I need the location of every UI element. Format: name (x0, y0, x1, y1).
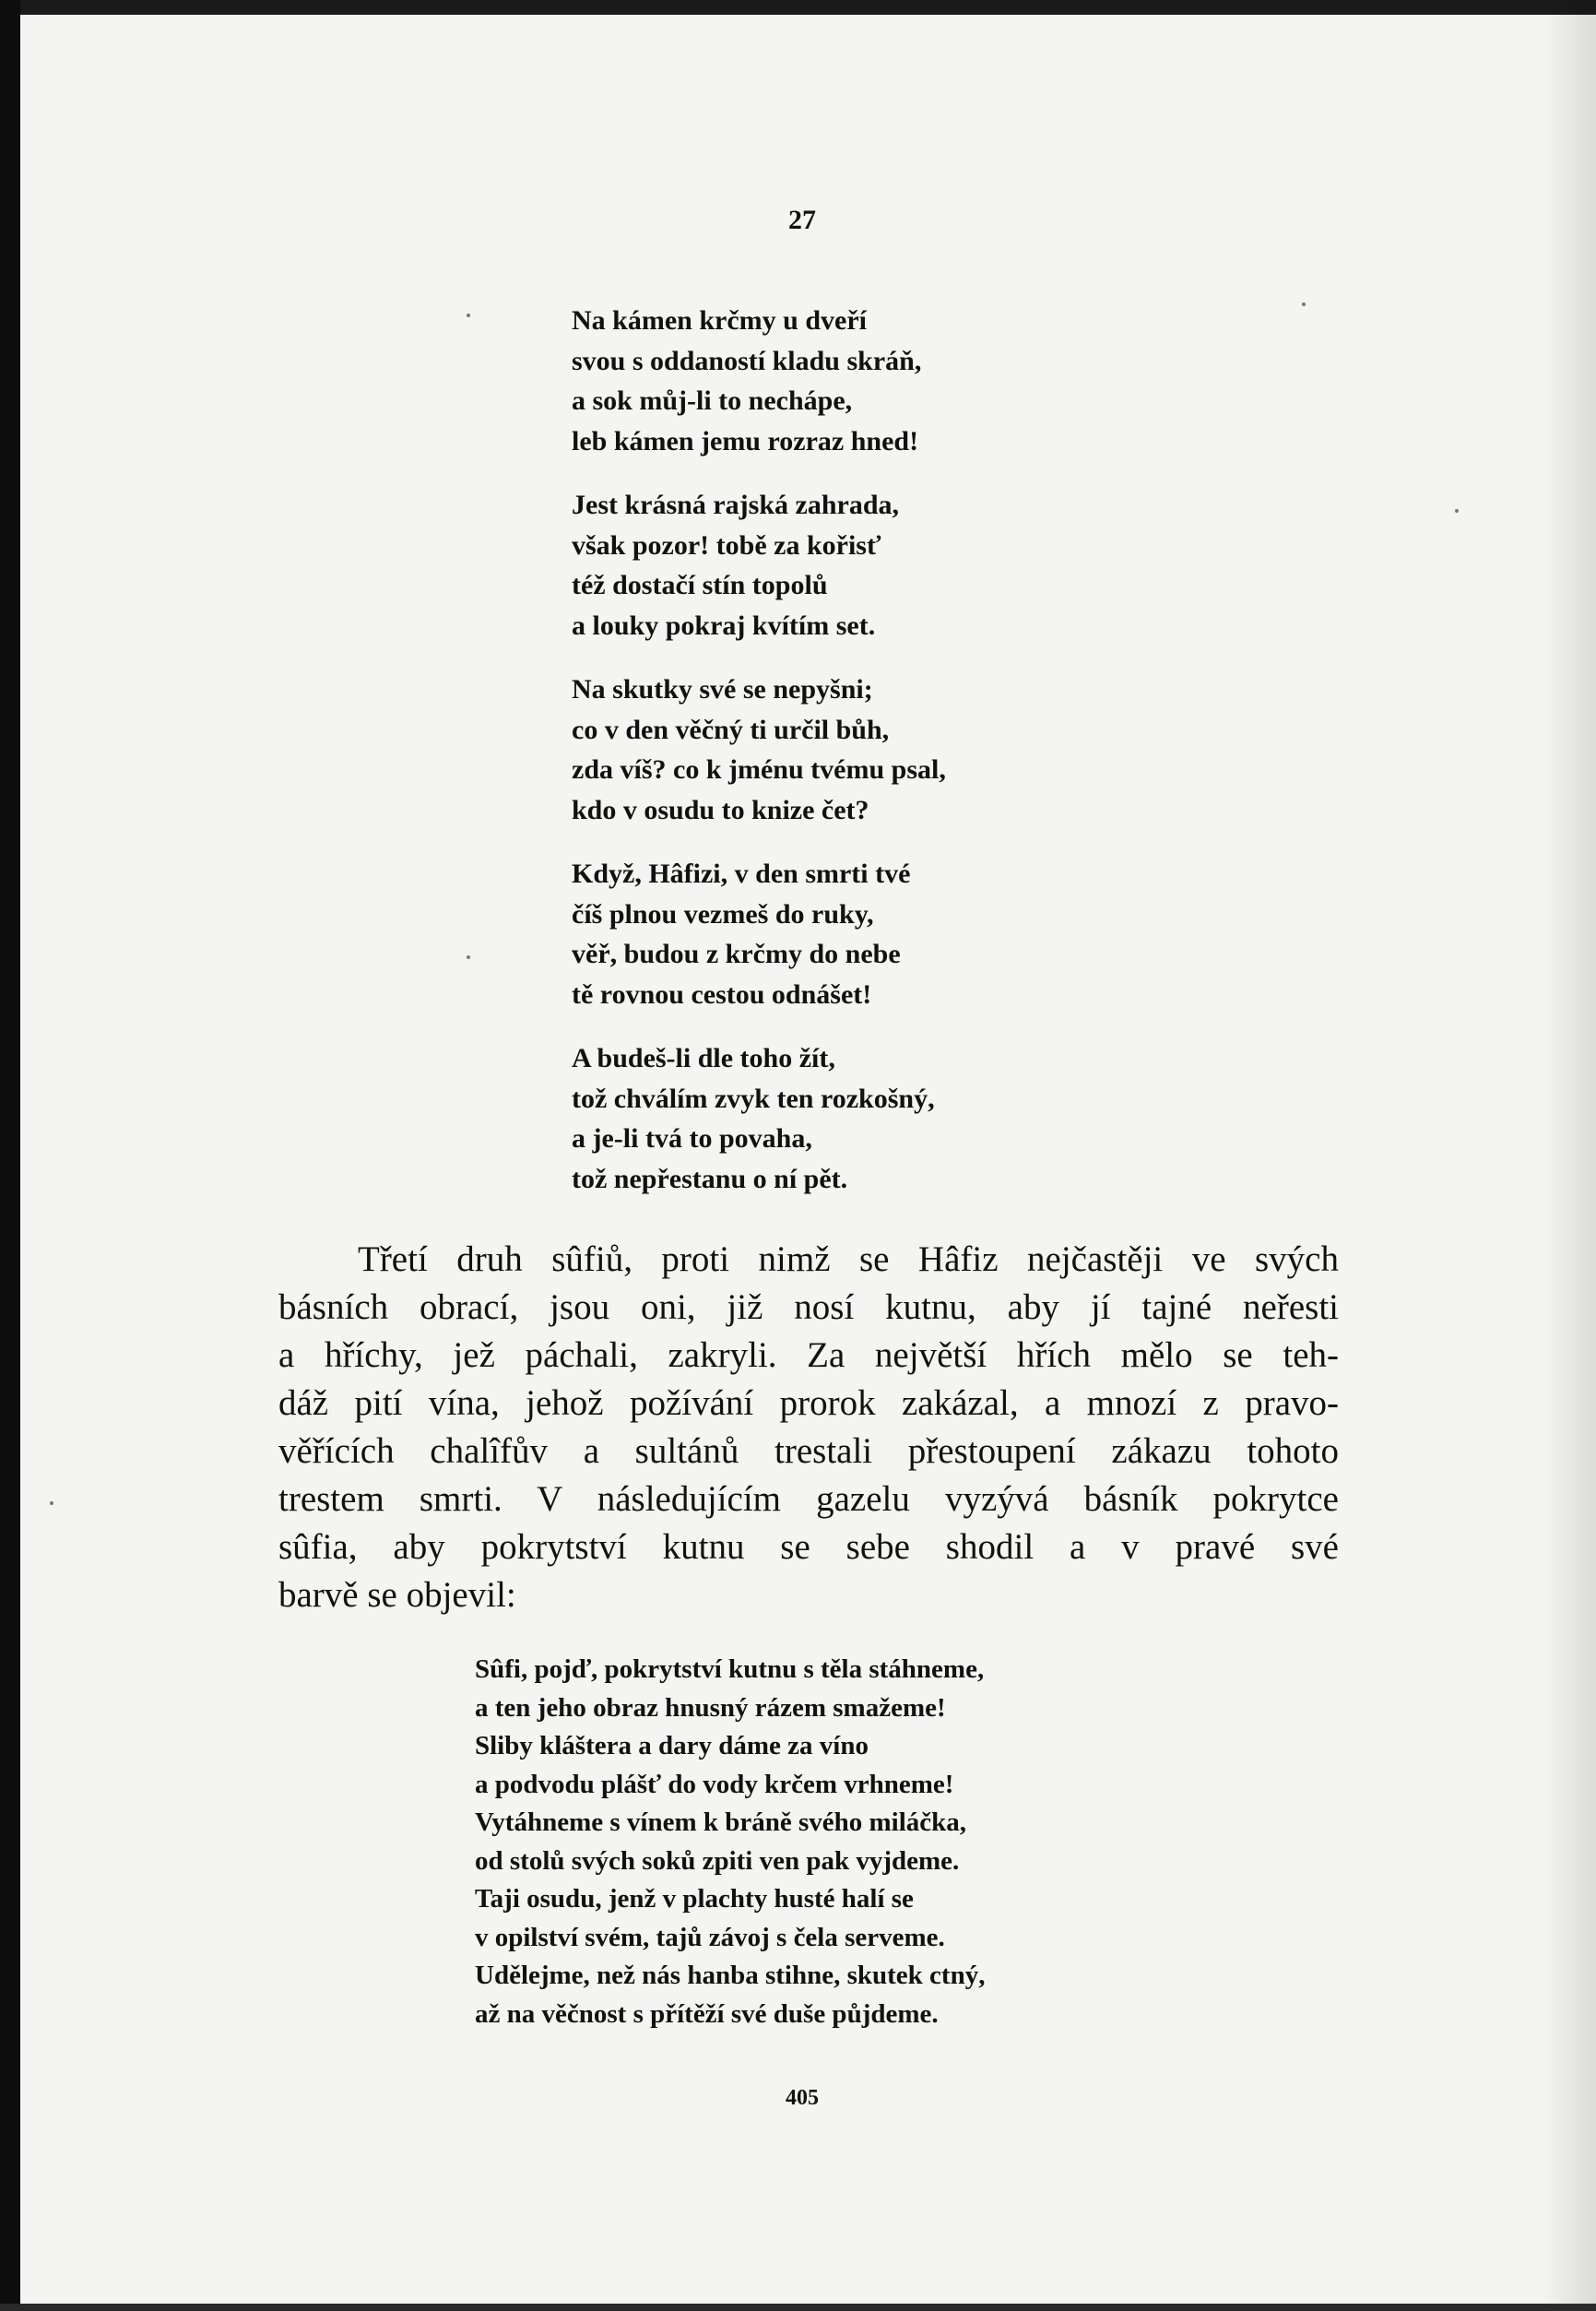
ghazal-line: až na věčnost s přítěží své duše půjdeme. (475, 1998, 939, 2029)
prose-paragraph (278, 1236, 1339, 1619)
ghazal-line: Sliby kláštera a dary dáme za víno (475, 1731, 869, 1760)
prose-line: Třetí druh sûfiů, proti nimž se Hâfiz nejčastěji ve svých (358, 1239, 1339, 1279)
ghazal-line: Taji osudu, jenž v plachty husté halí se (475, 1884, 914, 1914)
ghazal-line: Vytáhneme s vínem k bráně svého miláčka, (475, 1807, 967, 1837)
poem-line: věř, budou z krčmy do nebe (572, 939, 901, 969)
scan-border-bottom (0, 2304, 1596, 2311)
prose-line: sûfia, aby pokrytství kutnu se sebe shodil a v pravé své (278, 1527, 1339, 1567)
poem-line: tě rovnou cestou odnášet! (572, 978, 872, 1010)
prose-line: věřících chalîfův a sultánů trestali přestoupení zákazu tohoto (278, 1431, 1339, 1471)
poem-stanza (572, 301, 1180, 461)
scan-border-top (0, 0, 1596, 15)
ghazal-line: v opilství svém, tajů závoj s čela serveme. (475, 1922, 945, 1952)
poem-stanza (572, 854, 1180, 1014)
ghazal-line: a podvodu plášť do vody krčem vrhneme! (475, 1769, 954, 1799)
prose-line: trestem smrti. V následujícím gazelu vyzývá básník pokrytce (278, 1479, 1339, 1519)
poem-stanza (572, 1038, 1180, 1199)
poem-line: zda víš? co k jménu tvému psal, (572, 754, 946, 785)
ghazal-line: od stolů svých soků zpiti ven pak vyjdeme. (475, 1845, 960, 1876)
poem-block (572, 301, 1180, 1223)
poem-stanza (572, 670, 1180, 830)
poem-line: Když, Hâfizi, v den smrti tvé (572, 859, 911, 889)
poem-line: svou s oddaností kladu skráň, (572, 345, 922, 376)
scan-speck (467, 955, 470, 959)
scan-speck (467, 314, 470, 317)
ghazal-block (475, 1651, 1157, 2033)
page-number: 27 (788, 205, 816, 235)
scan-speck (1302, 302, 1306, 306)
poem-line: též dostačí stín topolů (572, 570, 828, 600)
prose-line: a hříchy, jež páchali, zakryli. Za největší hřích mělo se teh- (278, 1335, 1339, 1375)
poem-line: Jest krásná rajská zahrada, (572, 490, 900, 520)
footer-page-number: 405 (786, 2086, 819, 2110)
poem-line: co v den věčný ti určil bůh, (572, 714, 890, 745)
scan-speck (50, 1501, 53, 1505)
prose-line: dáž pití vína, jehož požívání prorok zakázal, a mnozí z pravo- (278, 1383, 1339, 1423)
scan-speck (1455, 509, 1459, 513)
poem-line: leb kámen jemu rozraz hned! (572, 425, 919, 456)
poem-line: a je-li tvá to povaha, (572, 1123, 812, 1154)
poem-line: A budeš-li dle toho žít, (572, 1043, 835, 1073)
poem-line: a louky pokraj kvítím set. (572, 610, 876, 641)
prose-line: básních obrací, jsou oni, již nosí kutnu, aby jí tajné neřesti (278, 1287, 1339, 1327)
poem-line: kdo v osudu to knize čet? (572, 794, 869, 825)
ghazal-line: Udělejme, než nás hanba stihne, skutek ctný, (475, 1961, 986, 1990)
poem-line: a sok můj-li to nechápe, (572, 385, 853, 416)
scan-shadow-right (1541, 0, 1596, 2311)
scan-border-left (0, 0, 20, 2311)
poem-line: tož chválím zvyk ten rozkošný, (572, 1083, 935, 1114)
poem-line: však pozor! tobě za kořisť (572, 529, 881, 561)
ghazal-line: Sûfi, pojď, pokrytství kutnu s těla stáhneme, (475, 1654, 985, 1684)
poem-line: Na skutky své se nepyšni; (572, 674, 873, 705)
poem-line: číš plnou vezmeš do ruky, (572, 898, 874, 930)
poem-line: Na kámen krčmy u dveří (572, 305, 867, 336)
ghazal-line: a ten jeho obraz hnusný rázem smažeme! (475, 1692, 946, 1723)
poem-line: tož nepřestanu o ní pět. (572, 1163, 848, 1194)
poem-stanza (572, 485, 1180, 646)
prose-line: barvě se objevil: (278, 1575, 516, 1615)
